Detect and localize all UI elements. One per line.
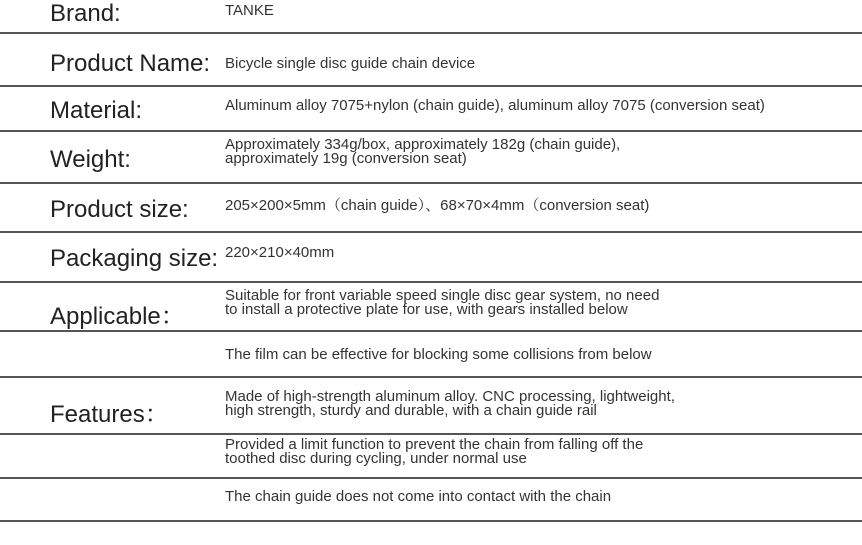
applicable-value-line-1: Suitable for front variable speed single disc gear system, no need	[225, 287, 660, 304]
packaging-size-value: 220×210×40mm	[225, 244, 335, 261]
features-value-line-1: Made of high-strength aluminum alloy. CNC processing, lightweight,	[225, 388, 675, 405]
row-divider	[0, 477, 862, 479]
row-divider	[0, 520, 862, 522]
product-size-label: Product size:	[50, 196, 189, 223]
row-divider	[0, 130, 862, 132]
weight-label: Weight:	[50, 146, 131, 173]
row-divider	[0, 433, 862, 435]
applicable-value-line-3: The film can be effective for blocking some collisions from below	[225, 346, 652, 363]
packaging-size-label: Packaging size:	[50, 245, 219, 272]
weight-value-line-1: Approximately 334g/box, approximately 182g (chain guide),	[225, 136, 621, 153]
features-value-line-3: Provided a limit function to prevent the chain from falling off the	[225, 436, 644, 453]
row-divider	[0, 376, 862, 378]
applicable-value-line-2: to install a protective plate for use, with gears installed below	[225, 301, 628, 318]
brand-value: TANKE	[225, 2, 274, 19]
material-label: Material:	[50, 97, 143, 124]
product-name-value: Bicycle single disc guide chain device	[225, 55, 476, 72]
row-divider	[0, 85, 862, 87]
material-value: Aluminum alloy 7075+nylon (chain guide), aluminum alloy 7075 (conversion seat)	[225, 97, 765, 114]
row-divider	[0, 281, 862, 283]
row-divider	[0, 182, 862, 184]
brand-label: Brand:	[50, 0, 121, 27]
weight-value-line-2: approximately 19g (conversion seat)	[225, 150, 467, 167]
product-name-label: Product Name:	[50, 50, 211, 77]
row-divider	[0, 330, 862, 332]
features-value-line-2: high strength, sturdy and durable, with a chain guide rail	[225, 402, 597, 419]
row-divider	[0, 231, 862, 233]
product-size-value: 205×200×5mm（chain guide）、68×70×4mm（conversion seat)	[225, 197, 650, 214]
features-label: Features：	[50, 401, 169, 428]
features-value-line-5: The chain guide does not come into contact with the chain	[225, 488, 612, 505]
applicable-label: Applicable：	[50, 303, 185, 330]
row-divider	[0, 32, 862, 34]
features-value-line-4: toothed disc during cycling, under normal use	[225, 450, 527, 467]
